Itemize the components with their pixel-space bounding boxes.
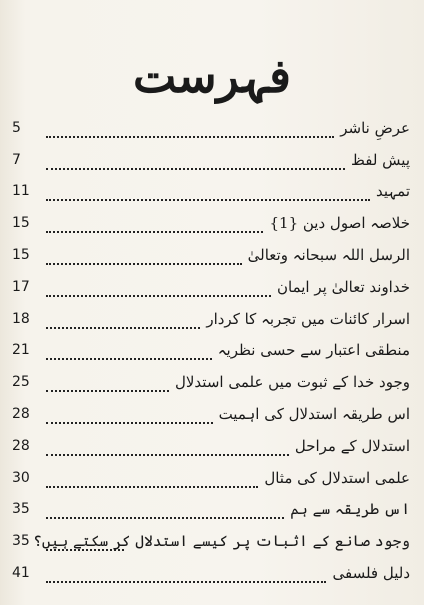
toc-page-number: 25	[12, 374, 30, 391]
toc-page-number: 15	[12, 247, 30, 264]
toc-row[interactable]	[12, 525, 410, 557]
toc-page-number: 5	[12, 119, 21, 136]
toc-row[interactable]	[12, 239, 410, 271]
toc-page-number: 30	[12, 469, 30, 486]
toc-entry-label: عرضِ ناشر	[340, 118, 410, 137]
toc-entry-label: دلیل فلسفی	[332, 564, 410, 583]
toc-row[interactable]	[12, 366, 410, 398]
toc-entry-label: وجود خدا کے ثبوت میں علمی استدلال	[174, 373, 410, 392]
toc-entry-label: اسرار کائنات میں تجربہ کا کردار	[206, 309, 410, 328]
toc-row[interactable]	[12, 112, 410, 144]
dot-leader	[46, 217, 263, 233]
dot-leader	[46, 281, 271, 297]
toc-page-number: 17	[12, 278, 30, 295]
toc-row[interactable]	[12, 271, 410, 303]
dot-leader	[46, 122, 334, 138]
toc-entry-label: علمی استدلال کی مثال	[264, 468, 410, 487]
dot-leader	[46, 154, 345, 170]
toc-entry-label: تمہید	[375, 182, 410, 201]
toc-entry-label: اس طریقہ استدلال کی اہمیت	[218, 405, 410, 424]
toc-row[interactable]	[12, 335, 410, 367]
toc-page-number: 35	[12, 533, 30, 550]
dot-leader	[46, 503, 284, 519]
dot-leader	[46, 185, 370, 201]
toc-row[interactable]	[12, 176, 410, 208]
toc-entry-label: خداوند تعالیٰ پر ایمان	[276, 277, 410, 296]
toc-row[interactable]	[12, 494, 410, 526]
toc-page-number: 28	[12, 437, 30, 454]
dot-leader	[46, 472, 258, 488]
toc-page-number: 18	[12, 310, 30, 327]
toc-page-number: 28	[12, 406, 30, 423]
dot-leader	[46, 535, 124, 551]
toc-row[interactable]	[12, 207, 410, 239]
toc-entry-label: الرسل اللہ سبحانہ وتعالیٰ	[247, 246, 410, 265]
toc-row[interactable]	[12, 398, 410, 430]
toc-entry-label: اس طریقہ سے ہم	[290, 500, 410, 519]
toc-page-number: 35	[12, 501, 30, 518]
dot-leader	[46, 313, 200, 329]
toc-row[interactable]	[12, 557, 410, 589]
toc-row[interactable]	[12, 144, 410, 176]
toc-entry-label: منطقی اعتبار سے حسی نظریہ	[217, 341, 410, 360]
table-of-contents	[12, 112, 410, 589]
toc-page-number: 11	[12, 183, 30, 200]
dot-leader	[46, 440, 289, 456]
dot-leader	[46, 249, 242, 265]
toc-entry-label: خلاصہ اصول دین {1}	[269, 214, 410, 233]
toc-row[interactable]	[12, 303, 410, 335]
dot-leader	[46, 408, 213, 424]
toc-page-number: 15	[12, 215, 30, 232]
toc-entry-label: پیش لفظ	[351, 150, 410, 169]
toc-entry-label: استدلال کے مراحل	[294, 436, 410, 455]
toc-entry-label: وجود صانع کے اثبات پر کیسے استدلال کر سکتے ہیں؟	[33, 532, 410, 551]
toc-row[interactable]	[12, 462, 410, 494]
toc-page-number: 21	[12, 342, 30, 359]
dot-leader	[46, 344, 212, 360]
toc-page-number: 41	[12, 565, 30, 582]
dot-leader	[46, 567, 326, 583]
toc-page-number: 7	[12, 151, 21, 168]
page-title: فہرست	[132, 49, 292, 103]
toc-row[interactable]	[12, 430, 410, 462]
dot-leader	[46, 376, 169, 392]
